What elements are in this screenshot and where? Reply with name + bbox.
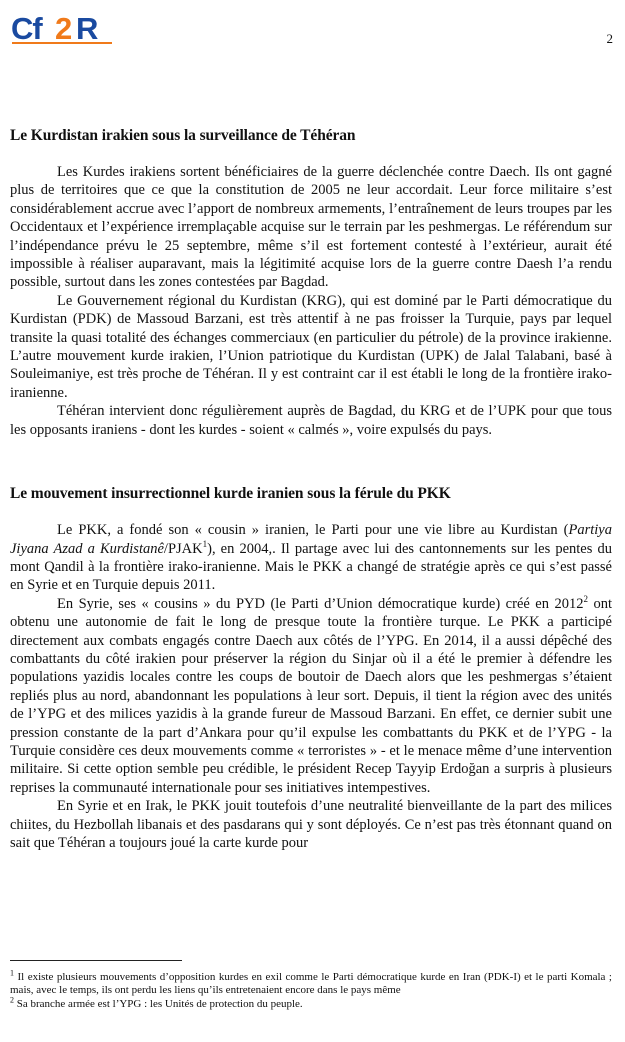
text-run: Le PKK, a fondé son « cousin » iranien, le Parti pour une vie libre au Kurdistan ( <box>57 522 569 539</box>
paragraph: Les Kurdes irakiens sortent bénéficiaires de la guerre déclenchée contre Daech. Ils ont gagné plus de territoires que ce que la constitution de 2005 ne leur accordait. Leur force militaire s’est considérablement accrue avec l’apport de nombreux armements, l’entraînement de leurs troupes par les Occidentaux et l’expérience irremplaçable acquise sur le terrain par les peshmergas. Le référendum sur l’indépendance prévu le 25 septembre, même s’il est fortement contesté à l’extérieur, aurait été impossible à réaliser auparavant, mais la légitimité acquise lors de la guerre contre Daesh l’a rendu possible, surtout dans les zones contestées par Bagdad. <box>10 164 612 291</box>
footnote-2 <box>10 995 612 1011</box>
text-run: ont obtenu une autonomie de fait le long de presque toute la frontière turque. Le PKK a participé directement aux combats engagés contre Daech aux côtés de l’YPG. En 2014, il a aussi dépêché des combattants du côté irakien pour préserver la région du Sinjar où il a été le premier à défendre les populations yazidis locales contre les coups de boutoir de Daech alors que les peshmergas s’étaient repliés plus au nord, abandonnant les populations à leur sort. Depuis, il tient la région avec des unités de l’YPG et des milices yazidis à la grande fureur de Massoud Barzani. En effet, ce dernier subit une pression constante de la part d’Ankara pour qu’il expulse les combattants du PKK et de l’YPG - la Turquie considère ces deux mouvements comme « terroristes » - et le menace même d’une intervention militaire. Si cette option semble peu crédible, le président Recep Tayyip Erdoğan a surpris à plusieurs reprises la communauté internationale pour ses initiatives intempestives. <box>10 595 613 796</box>
footnote-1 <box>10 968 612 998</box>
cf2r-logo <box>10 10 114 46</box>
footnote-number: 2 <box>10 995 14 1005</box>
text-run: ), en 2004,. Il partage avec lui des cantonnements sur les pentes du mont Qandil à la frontière irako-iranienne. Mais le PKK a changé de stratégie après ce qui s’est passé en Syrie et en Turquie depuis 2011. <box>10 540 612 594</box>
footnote-number: 1 <box>10 968 14 978</box>
paragraph: En Syrie et en Irak, le PKK jouit toutefois d’une neutralité bienveillante de la part des milices chiites, du Hezbollah libanais et des pasdarans qui y sont déployés. Ce n’est pas très étonnant quand on sait que Téhéran a toujours joué la carte kurde pour <box>10 798 612 851</box>
document-body <box>10 126 612 852</box>
svg-text:R: R <box>76 11 99 46</box>
footnote-text: Il existe plusieurs mouvements d’opposition kurdes en exil comme le Parti démocratique kurde en Iran (PDK-I) et le parti Komala ; mais, avec le temps, ils ont perdu les liens qu’ils entretenaient encore dans le pays même <box>10 971 612 997</box>
paragraph <box>10 595 612 797</box>
italic-party-name: Partiya Jiyana Azad a Kurdistanê <box>10 522 612 557</box>
footnote-ref-1[interactable]: 1 <box>202 538 208 549</box>
text-run: /PJAK <box>163 540 203 557</box>
text-run: En Syrie, ses « cousins » du PYD (le Parti d’Union démocratique kurde) créé en 2012 <box>57 595 584 612</box>
svg-text:Cf: Cf <box>11 11 42 46</box>
page-number: 2 <box>606 31 613 46</box>
section-title-kurdistan-irakien: Le Kurdistan irakien sous la surveillance de Téhéran <box>10 127 356 144</box>
footnote-text: Sa branche armée est l’YPG : les Unités de protection du peuple. <box>14 997 303 1010</box>
footnotes <box>10 968 612 1011</box>
footnote-divider <box>10 960 182 961</box>
paragraph <box>10 521 612 595</box>
footnote-ref-2[interactable]: 2 <box>583 593 588 604</box>
paragraph: Téhéran intervient donc régulièrement auprès de Bagdad, du KRG et de l’UPK pour que tous les opposants iraniens - dont les kurdes - soient « calmés », voire expulsés du pays. <box>10 403 612 438</box>
section-title-mouvement-insurrectionnel: Le mouvement insurrectionnel kurde iranien sous la férule du PKK <box>10 485 451 503</box>
paragraph: Le Gouvernement régional du Kurdistan (KRG), qui est dominé par le Parti démocratique du Kurdistan (PDK) de Massoud Barzani, est très attentif à ne pas froisser la Turquie, pays par lequel transite la quasi totalité des échanges commerciaux (en particulier du pétrole) de la province irakienne. L’autre mouvement kurde irakien, l’Union patriotique du Kurdistan (UPK) de Jalal Talabani, basé à Souleimaniye, est très proche de Téhéran. Il y est contraint car il est établi le long de la frontière irako-iranienne. <box>10 292 612 401</box>
svg-text:2: 2 <box>55 11 73 46</box>
